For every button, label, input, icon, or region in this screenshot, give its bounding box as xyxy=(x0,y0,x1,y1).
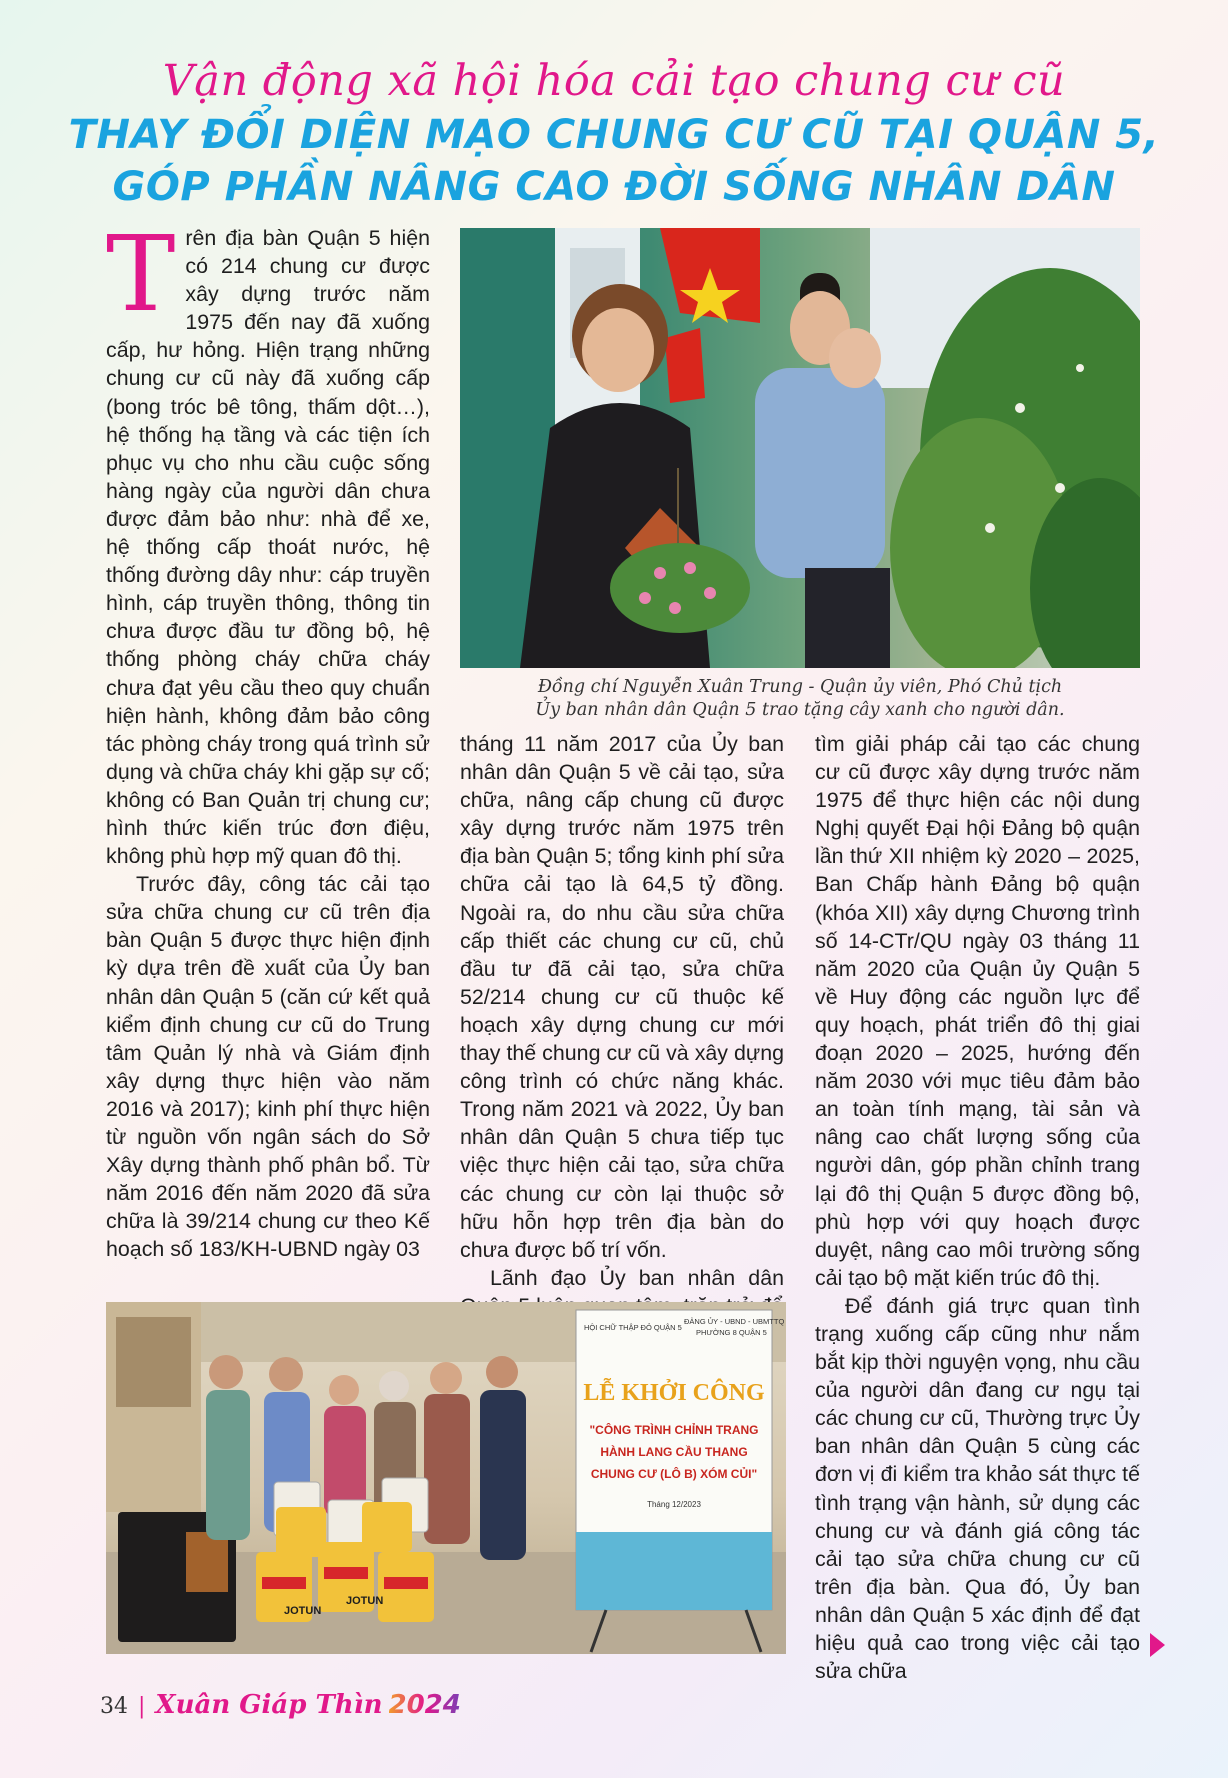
continue-arrow-icon xyxy=(1150,1633,1165,1657)
banner-line: "CÔNG TRÌNH CHỈNH TRANG xyxy=(589,1423,759,1437)
banner-line: HÀNH LANG CẦU THANG xyxy=(600,1445,748,1459)
photo-caption xyxy=(460,676,1140,722)
banner-org-left: HỘI CHỮ THẬP ĐỎ QUẬN 5 xyxy=(584,1323,682,1332)
photo-tree-gifting-illustration xyxy=(460,228,1140,668)
page-number: 34 xyxy=(100,1694,128,1719)
magazine-brand: Xuân Giáp Thìn xyxy=(155,1690,383,1720)
caption-line: Ủy ban nhân dân Quận 5 trao tặng cây xanh cho người dân. xyxy=(535,700,1065,720)
article-column-3 xyxy=(815,730,1140,1685)
banner-org-right: ĐẢNG ỦY - UBND - UBMTTQ xyxy=(684,1317,785,1326)
banner-title: LỄ KHỞI CÔNG xyxy=(583,1380,765,1406)
footer-separator: | xyxy=(138,1694,146,1719)
article-kicker: Vận động xã hội hóa cải tạo chung cư cũ xyxy=(162,56,1066,106)
photo-groundbreaking-ceremony xyxy=(106,1302,786,1654)
headline-line-2: GÓP PHẦN NÂNG CAO ĐỜI SỐNG NHÂN DÂN xyxy=(112,164,1116,210)
drop-cap: T xyxy=(106,213,176,335)
paint-brand-label: JOTUN xyxy=(284,1605,322,1617)
banner-line: CHUNG CƯ (LÔ B) XÓM CỦI" xyxy=(590,1467,758,1481)
photo-tree-gifting xyxy=(460,228,1140,668)
paragraph: Để đánh giá trực quan tình trạng xuống cấp cũng như nắm bắt kịp thời nguyện vọng, nhu cầu của người dân đang cư ngụ tại các chung cư cũ, Thường trực Ủy ban nhân dân Quận 5 cùng các đơn vị đi kiểm tra khảo sát thực tế tình trạng vận hành, sử dụng các chung cư và đánh giá công tác cải tạo sửa chữa chung cư cũ trên địa bàn. Qua đó, Ủy ban nhân dân Quận 5 xác định để đạt hiệu quả cao trong việc cải tạo sửa chữa xyxy=(815,1293,1140,1684)
paint-brand-label: JOTUN xyxy=(346,1595,384,1607)
paragraph: Lãnh đạo Ủy ban nhân dân xyxy=(490,1265,784,1290)
banner-date: Tháng 12/2023 xyxy=(647,1500,701,1509)
banner-org-right: PHƯỜNG 8 QUẬN 5 xyxy=(696,1328,767,1337)
paragraph: tháng 11 năm 2017 của Ủy ban nhân dân Quận 5 về cải tạo, sửa chữa, nâng cấp chung cũ được xây dựng trước năm 1975 trên địa bàn Quận 5; tổng kinh phí sửa chữa cải tạo là 64,5 tỷ đồng. Ngoài ra, do nhu cầu sửa chữa cấp thiết các chung cư cũ, chủ đầu tư đã cải tạo, sửa chữa 52/214 chung cư cũ thuộc kế hoạch xây dựng chung cư mới thay thế chung cư cũ và xây dựng công trình có chức năng khác. Trong năm 2021 và 2022, Ủy ban nhân dân Quận 5 chưa tiếp tục việc thực hiện cải tạo, sửa chữa các chung cư còn lại thuộc sở hữu hỗn hợp trên địa bàn do chưa được bố trí vốn. xyxy=(460,732,784,1262)
photo-groundbreaking-illustration xyxy=(106,1302,786,1654)
page-footer xyxy=(100,1690,461,1730)
headline-line-1: THAY ĐỔI DIỆN MẠO CHUNG CƯ CŨ TẠI QUẬN 5, xyxy=(68,112,1160,158)
article-column-2 xyxy=(460,730,784,1320)
paragraph: Trước đây, công tác cải tạo sửa chữa chung cư cũ trên địa bàn Quận 5 được thực hiện định kỳ dựa trên đề xuất của Ủy ban nhân dân Quận 5 (căn cứ kết quả kiểm định chung cư cũ do Trung tâm Quản lý nhà và Giám định xây dựng thực hiện vào năm 2016 và 2017); kinh phí thực hiện từ nguồn vốn ngân sách do Sở Xây dựng thành phố phân bổ. Từ năm 2016 đến năm 2020 đã sửa chữa là 39/214 chung cư theo Kế hoạch số 183/KH-UBND ngày 03 xyxy=(106,872,430,1262)
article-column-1 xyxy=(106,213,430,1263)
paragraph: rên địa bàn Quận 5 hiện có 214 chung cư được xây dựng trước năm 1975 đến nay đã xuống cấp, hư hỏng. Hiện trạng những chung cư cũ này đã xuống cấp (bong tróc bê tông, thấm dột…), hệ thống hạ tầng và các tiện ích phục vụ cho nhu cầu cuộc sống hàng ngày của người dân chưa được đảm bảo như: nhà để xe, hệ thống cấp thoát nước, hệ thống đường dây như: cáp truyền hình, cáp truyền thông, thông tin chưa được đầu tư đồng bộ, hệ thống phòng cháy chữa cháy chưa đạt yêu cầu theo quy chuẩn hiện hành, không đảm bảo công tác phòng cháy trong quá trình sử dụng và chữa cháy khi gặp sự cố; không có Ban Quản trị chung cư; hình thức kiến trúc đơn điệu, không phù hợp mỹ quan đô thị. xyxy=(106,226,430,869)
magazine-year: 2024 xyxy=(388,1690,461,1720)
paragraph: tìm giải pháp cải tạo các chung cư cũ được xây dựng trước năm 1975 để thực hiện các nội dung Nghị quyết Đại hội Đảng bộ quận lần thứ XII nhiệm kỳ 2020 – 2025, Ban Chấp hành Đảng bộ quận (khóa XII) xây dựng Chương trình số 14-CTr/QU ngày 03 tháng 11 năm 2020 của Quận ủy Quận 5 về Huy động các nguồn lực để quy hoạch, phát triển đô thị giai đoạn 2020 – 2025, hướng đến năm 2030 với mục tiêu đảm bảo an toàn tính mạng, tài sản và nâng cao chất lượng sống của người dân, góp phần chỉnh trang lại đô thị Quận 5 được đồng bộ, phù hợp với quy hoạch được duyệt, nâng cao môi trường sống cải tạo bộ mặt kiến trúc đô thị. xyxy=(815,732,1140,1290)
caption-line: Đồng chí Nguyễn Xuân Trung - Quận ủy viên, Phó Chủ tịch xyxy=(537,677,1063,697)
